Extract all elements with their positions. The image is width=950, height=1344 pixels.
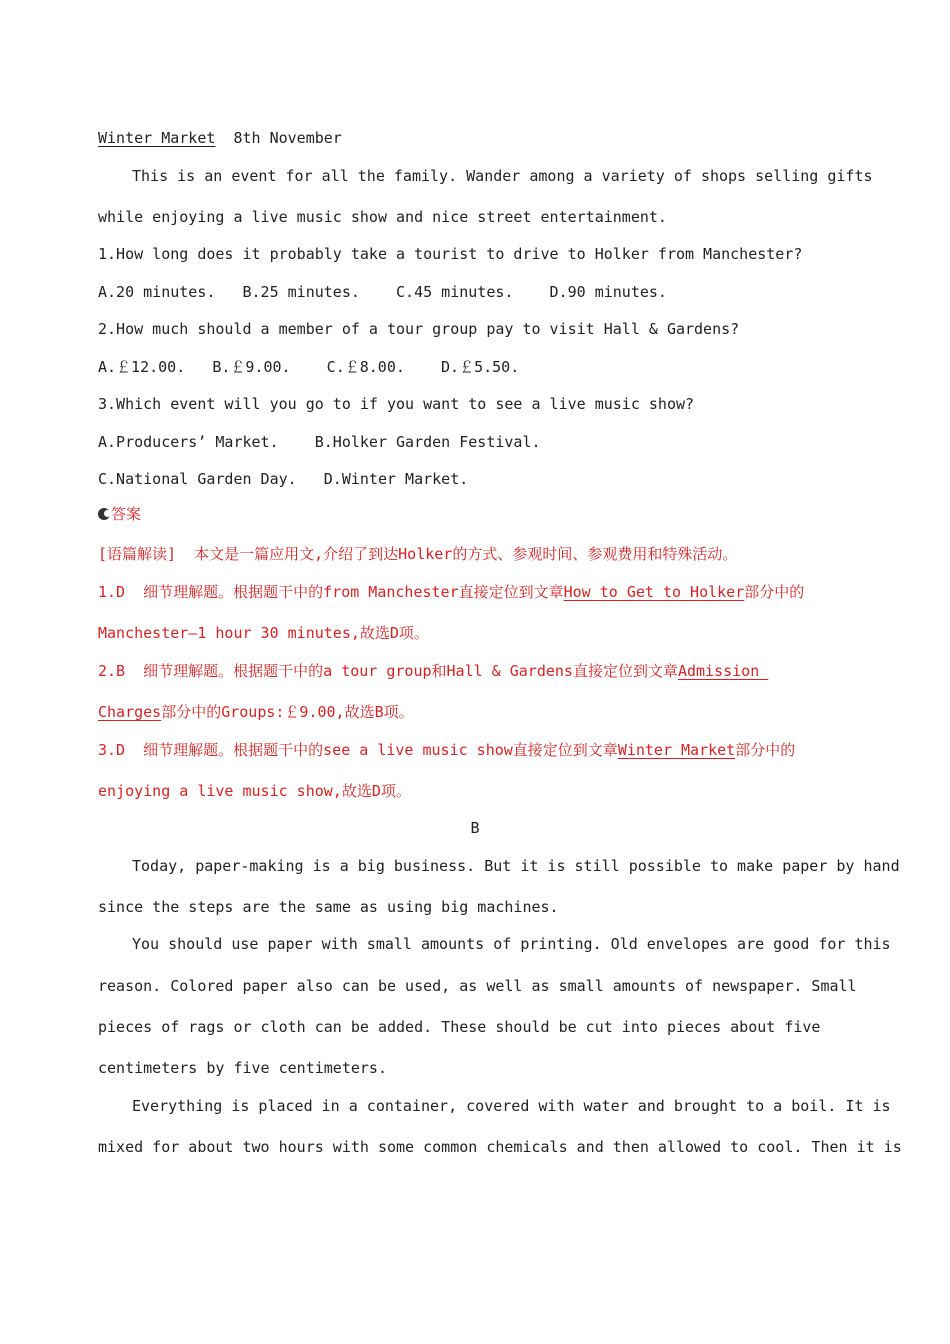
answer-3-suffix: 部分中的: [735, 741, 796, 759]
passage-b-p3-line2: mixed for about two hours with some common chemicals and then allowed to cool. Then it is: [98, 1138, 902, 1156]
answer-label: 答案: [111, 505, 142, 523]
passage-b-p2-line1: You should use paper with small amounts of printing. Old envelopes are good for this: [132, 935, 891, 953]
question-3-options-ab: A.Producers’ Market. B.Holker Garden Festival.: [98, 433, 541, 451]
answer-3-reference: Winter Market: [617, 741, 736, 759]
answer-icon: [98, 508, 110, 520]
question-2: 2.How much should a member of a tour group pay to visit Hall & Gardens?: [98, 320, 740, 338]
passage-b-p2-line4: centimeters by five centimeters.: [98, 1059, 387, 1077]
analysis-text: [语篇解读] 本文是一篇应用文,介绍了到达Holker的方式、参观时间、参观费用和特殊活动。: [98, 545, 738, 563]
question-1-options: A.20 minutes. B.25 minutes. C.45 minutes. D.90 minutes.: [98, 283, 667, 301]
answer-3: [98, 740, 795, 760]
passage-b-p2-line3: pieces of rags or cloth can be added. These should be cut into pieces about five: [98, 1018, 821, 1036]
winter-market-title: Winter Market: [98, 129, 216, 147]
answer-1-reference: How to Get to Holker: [563, 583, 745, 601]
answer-3-continued: enjoying a live music show,故选D项。: [98, 782, 411, 800]
answer-2: [98, 661, 768, 681]
answer-heading: [98, 504, 141, 524]
question-1: 1.How long does it probably take a tourist to drive to Holker from Manchester?: [98, 245, 803, 263]
winter-market-text-2: while enjoying a live music show and nice street entertainment.: [98, 208, 667, 226]
question-2-options: A.￡12.00. B.￡9.00. C.￡8.00. D.￡5.50.: [98, 358, 520, 376]
passage-b-p2-line2: reason. Colored paper also can be used, as well as small amounts of newspaper. Small: [98, 977, 857, 995]
question-3-options-cd: C.National Garden Day. D.Winter Market.: [98, 470, 469, 488]
passage-b-p1-line1: Today, paper-making is a big business. But it is still possible to make paper by hand: [132, 857, 900, 875]
answer-1: [98, 582, 804, 602]
passage-b-p3-line1: Everything is placed in a container, covered with water and brought to a boil. It is: [132, 1097, 891, 1115]
answer-2-reference-cont: Charges: [98, 703, 162, 721]
winter-market-date: 8th November: [215, 129, 342, 147]
answer-1-suffix: 部分中的: [744, 583, 805, 601]
answer-3-text: 3.D 细节理解题。根据题干中的see a live music show直接定位到文章: [98, 741, 618, 759]
question-3: 3.Which event will you go to if you want to see a live music show?: [98, 395, 695, 413]
answer-2-text: 2.B 细节理解题。根据题干中的a tour group和Hall & Gardens直接定位到文章: [98, 662, 678, 680]
answer-1-text: 1.D 细节理解题。根据题干中的from Manchester直接定位到文章: [98, 583, 564, 601]
winter-market-text-1: This is an event for all the family. Wander among a variety of shops selling gifts: [132, 167, 873, 185]
answer-2-continued: [98, 702, 414, 722]
winter-market-heading: [98, 128, 342, 148]
answer-2-reference: Admission: [677, 662, 769, 680]
section-b-label: B: [470, 819, 480, 837]
answer-2-suffix: 部分中的Groups:￡9.00,故选B项。: [161, 703, 414, 721]
answer-1-continued: Manchester—1 hour 30 minutes,故选D项。: [98, 624, 429, 642]
passage-b-p1-line2: since the steps are the same as using big machines.: [98, 898, 559, 916]
